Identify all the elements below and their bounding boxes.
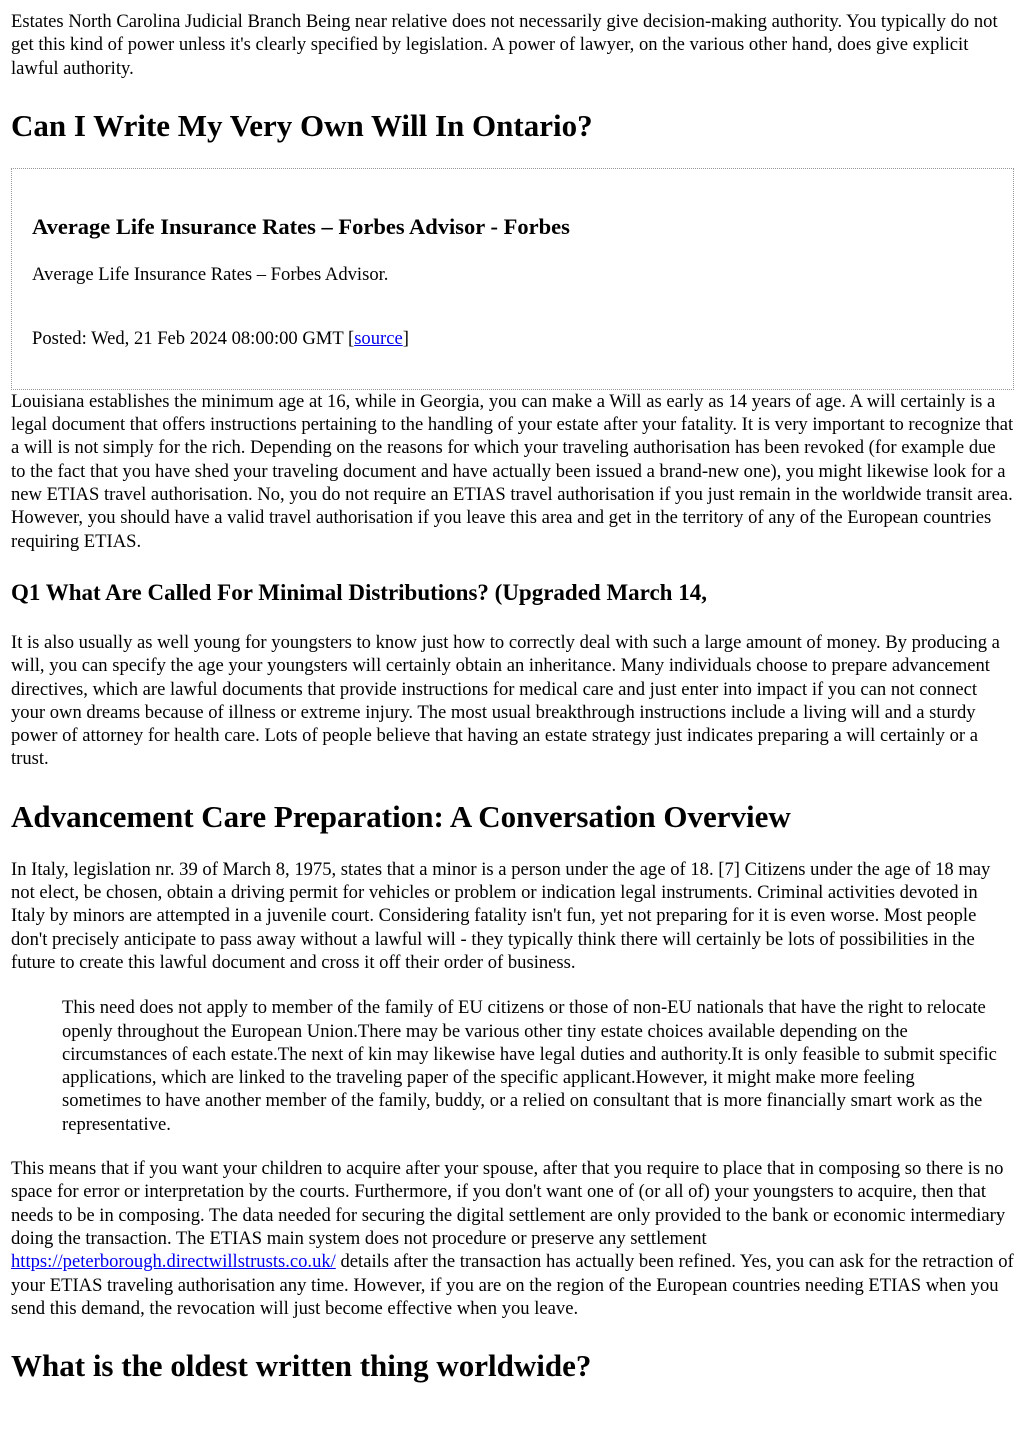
feed-item-description: Average Life Insurance Rates – Forbes Advisor. [32,263,389,285]
paragraph-louisiana: Louisiana establishes the minimum age at 16, while in Georgia, you can make a Will as early as 14 years of age. A will certainly is a legal document that offers instructions pertaining to the handling of your estate after your fatality. It is very important to recognize that a will is not simply for the rich. Depending on the reasons for which your traveling authorisation has been revoked (for example due to the fact that you have shed your traveling document and have actually been issued a brand-new one), you might likewise look for a new ETIAS travel authorisation. No, you do not require an ETIAS travel authorisation if you just remain in the worldwide transit area. However, you should have a valid travel authorisation if you leave this area and get in the territory of any of the European countries requiring ETIAS. [11,390,1014,552]
directwillstrusts-link[interactable]: https://peterborough.directwillstrusts.co.uk/ [11,1251,336,1273]
heading-oldest-written-thing: What is the oldest written thing worldwide? [11,1348,592,1384]
blockquote-etias: This need does not apply to member of the family of EU citizens or those of non-EU nationals that have the right to relocate openly throughout the European Union.There may be various other tiny estate choices available depending on the circumstances of each estate.The next of kin may likewise have legal duties and authority.It is only feasible to submit specific applications, which are linked to the traveling paper of the specific applicant.However, it might make more feeling sometimes to have another member of the family, buddy, or a relied on consultant that is more financially smart work as the representative. [62,997,997,1135]
heading-write-own-will: Can I Write My Very Own Will In Ontario? [11,107,593,143]
paragraph-italy: In Italy, legislation nr. 39 of March 8, 1975, states that a minor is a person under the age of 18. [7] Citizens under the age of 18 may not elect, be chosen, obtain a driving permit for vehicles or problem or indication legal instruments. Criminal activities devoted in Italy by minors are attempted in a juvenile court. Considering fatality isn't fun, yet not preparing for it is even worse. Most people don't precisely anticipate to pass away without a lawful will - they typically think there will certainly be lots of possibilities in the future to create this lawful document and cross it off their order of business. [11,858,991,973]
heading-minimal-distributions: Q1 What Are Called For Minimal Distributions? (Upgraded March 14, [11,579,707,605]
feed-item-posted [32,327,993,350]
paragraph-text-after-link: details after the transaction has actually been refined. Yes, you can ask for the retraction of your ETIAS traveling authorisation any time. However, if you are on the region of the European countries needing ETIAS when you send this demand, the revocation will just become effective when you leave. [11,1251,1014,1319]
intro-paragraph: Estates North Carolina Judicial Branch Being near relative does not necessarily give decision-making authority. You typically do not get this kind of power unless it's clearly specified by legislation. A power of lawyer, on the various other hand, does give explicit lawful authority. [11,11,998,79]
posted-date: Posted: Wed, 21 Feb 2024 08:00:00 GMT [ [32,328,355,350]
source-link[interactable]: source [354,328,403,350]
paragraph-children-acquire [11,1157,1014,1320]
posted-bracket: ] [402,328,409,350]
feed-item-title: Average Life Insurance Rates – Forbes Advisor - Forbes [32,213,570,239]
paragraph-text-before-link: This means that if you want your children to acquire after your spouse, after that you require to place that in composing so there is no space for error or interpretation by the courts. Furthermore, if you don't want one of (or all of) your youngsters to acquire, then that needs to be in composing. The data needed for securing the digital settlement are only provided to the bank or economic intermediary doing the transaction. The ETIAS main system does not procedure or preserve any settlement [11,1158,1006,1249]
news-feed-box [11,168,1014,390]
heading-advancement-care: Advancement Care Preparation: A Conversation Overview [11,798,791,834]
paragraph-inheritance-age: It is also usually as well young for youngsters to know just how to correctly deal with such a large amount of money. By producing a will, you can specify the age your youngsters will certainly obtain an inheritance. Many individuals choose to prepare advancement directives, which are lawful documents that provide instructions for medical care and just enter into impact if you can not connect your own dreams because of illness or extreme injury. The most usual breakthrough instructions include a living will and a sturdy power of attorney for health care. Lots of people believe that having an estate strategy just indicates preparing a will certainly or a trust. [11,631,1000,770]
